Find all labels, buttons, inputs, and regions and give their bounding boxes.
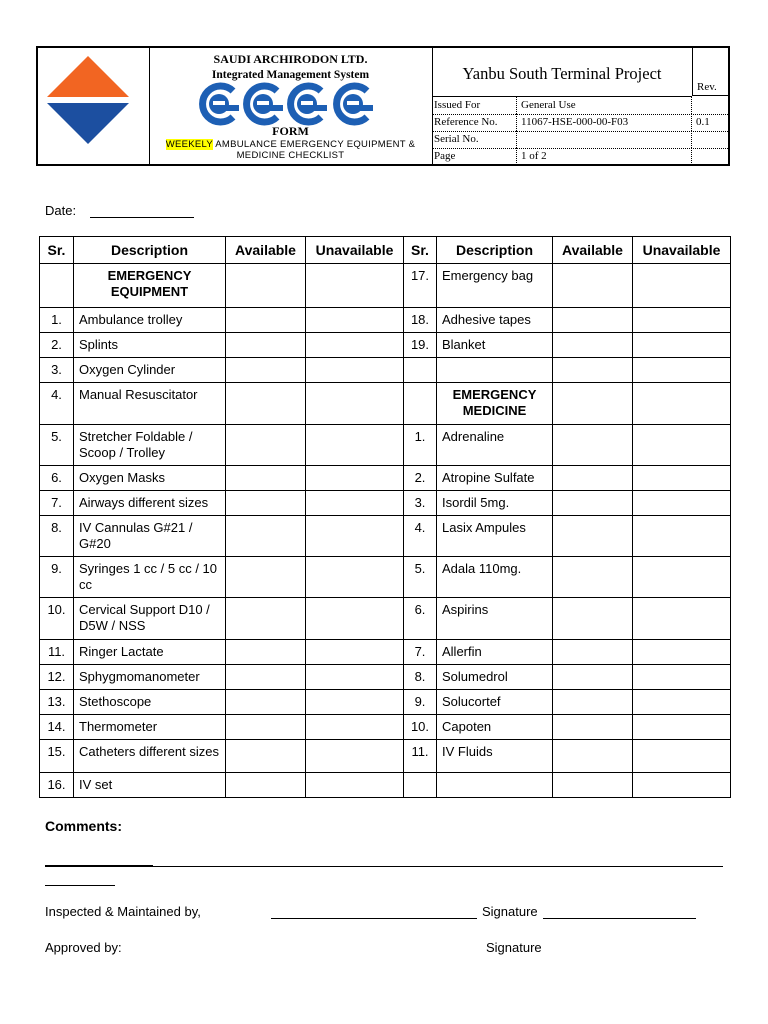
left-sr-cell: 14.	[40, 715, 74, 740]
left-available-cell[interactable]	[226, 308, 306, 333]
meta-key: Issued For	[432, 97, 517, 114]
comments-line-bold	[45, 865, 153, 867]
right-sr-cell: 18.	[404, 308, 437, 333]
meta-revision	[692, 148, 728, 165]
meta-revision	[692, 97, 728, 114]
left-unavailable-cell[interactable]	[306, 308, 404, 333]
meta-value: 1 of 2	[517, 148, 692, 165]
logo-cell	[38, 48, 150, 164]
right-description-cell: Adhesive tapes	[437, 308, 553, 333]
right-sr-cell: 7.	[404, 640, 437, 665]
right-available-cell[interactable]	[553, 557, 633, 598]
left-section-heading: EMERGENCY EQUIPMENT	[74, 264, 226, 308]
left-unavailable-cell[interactable]	[306, 557, 404, 598]
left-sr-cell: 11.	[40, 640, 74, 665]
left-sr-cell	[40, 264, 74, 308]
column-header-available: Available	[226, 237, 306, 264]
left-available-cell[interactable]	[226, 466, 306, 491]
right-description-cell	[437, 358, 553, 383]
table-header-row	[40, 237, 731, 264]
left-unavailable-cell[interactable]	[306, 264, 404, 308]
right-unavailable-cell[interactable]	[633, 715, 731, 740]
left-available-cell[interactable]	[226, 640, 306, 665]
left-description-cell: IV set	[74, 773, 226, 798]
right-sr-cell	[404, 383, 437, 425]
column-header-description: Description	[74, 237, 226, 264]
left-available-cell[interactable]	[226, 715, 306, 740]
right-available-cell[interactable]	[553, 425, 633, 466]
table-row	[40, 358, 731, 383]
left-available-cell[interactable]	[226, 333, 306, 358]
table-row	[40, 740, 731, 773]
right-description-cell: Adala 110mg.	[437, 557, 553, 598]
left-available-cell[interactable]	[226, 740, 306, 773]
table-row	[40, 491, 731, 516]
left-unavailable-cell[interactable]	[306, 466, 404, 491]
right-sr-cell	[404, 358, 437, 383]
right-available-cell[interactable]	[553, 715, 633, 740]
right-unavailable-cell[interactable]	[633, 425, 731, 466]
left-description-cell: IV Cannulas G#21 / G#20	[74, 516, 226, 557]
signature-label: Signature	[482, 904, 538, 919]
document-header	[36, 46, 730, 166]
right-sr-cell	[404, 773, 437, 798]
date-label: Date:	[45, 203, 77, 218]
right-unavailable-cell[interactable]	[633, 690, 731, 715]
meta-value: 11067-HSE-000-00-F03	[517, 114, 692, 131]
right-description-cell: Aspirins	[437, 598, 553, 640]
column-header-sr: Sr.	[404, 237, 437, 264]
right-sr-cell: 2.	[404, 466, 437, 491]
right-unavailable-cell[interactable]	[633, 358, 731, 383]
form-title-line2: MEDICINE CHECKLIST	[236, 150, 345, 161]
form-title-highlight: WEEKELY	[165, 139, 213, 150]
column-header-available: Available	[553, 237, 633, 264]
left-sr-cell: 6.	[40, 466, 74, 491]
left-available-cell[interactable]	[226, 264, 306, 308]
right-description-cell: Lasix Ampules	[437, 516, 553, 557]
company-name: SAUDI ARCHIRODON LTD.	[213, 52, 368, 66]
left-description-cell: Thermometer	[74, 715, 226, 740]
left-unavailable-cell[interactable]	[306, 773, 404, 798]
table-row	[40, 690, 731, 715]
column-header-unavailable: Unavailable	[633, 237, 731, 264]
right-description-cell: Adrenaline	[437, 425, 553, 466]
right-sr-cell: 9.	[404, 690, 437, 715]
left-description-cell: Syringes 1 cc / 5 cc / 10 cc	[74, 557, 226, 598]
left-description-cell: Oxygen Masks	[74, 466, 226, 491]
right-sr-cell: 6.	[404, 598, 437, 640]
form-label: FORM	[272, 124, 309, 138]
left-unavailable-cell[interactable]	[306, 333, 404, 358]
left-available-cell[interactable]	[226, 383, 306, 425]
form-title-line1: AMBULANCE EMERGENCY EQUIPMENT &	[212, 139, 416, 150]
right-description-cell: Capoten	[437, 715, 553, 740]
left-description-cell: Airways different sizes	[74, 491, 226, 516]
column-header-unavailable: Unavailable	[306, 237, 404, 264]
right-unavailable-cell[interactable]	[633, 466, 731, 491]
left-unavailable-cell[interactable]	[306, 516, 404, 557]
right-available-cell[interactable]	[553, 491, 633, 516]
inspector-signature-line[interactable]	[543, 918, 696, 919]
right-sr-cell: 10.	[404, 715, 437, 740]
left-description-cell: Sphygmomanometer	[74, 665, 226, 690]
meta-revision: 0.1	[696, 116, 710, 128]
right-description-cell: Blanket	[437, 333, 553, 358]
right-unavailable-cell[interactable]	[633, 333, 731, 358]
revision-header	[692, 48, 728, 96]
right-description-cell: Isordil 5mg.	[437, 491, 553, 516]
column-header-description: Description	[437, 237, 553, 264]
left-sr-cell: 13.	[40, 690, 74, 715]
left-unavailable-cell[interactable]	[306, 665, 404, 690]
left-available-cell[interactable]	[226, 690, 306, 715]
right-description-cell: Atropine Sulfate	[437, 466, 553, 491]
left-available-cell[interactable]	[226, 598, 306, 640]
left-description-cell: Stretcher Foldable / Scoop / Trolley	[74, 425, 226, 466]
right-description-cell	[437, 773, 553, 798]
meta-key: Reference No.	[432, 114, 517, 131]
right-available-cell[interactable]	[553, 640, 633, 665]
checklist-body	[40, 264, 731, 798]
right-unavailable-cell[interactable]	[633, 598, 731, 640]
left-available-cell[interactable]	[226, 665, 306, 690]
right-available-cell[interactable]	[553, 264, 633, 308]
table-row	[40, 640, 731, 665]
right-available-cell[interactable]	[553, 690, 633, 715]
right-available-cell[interactable]	[553, 598, 633, 640]
right-sr-cell: 5.	[404, 557, 437, 598]
meta-key: Page	[432, 148, 517, 165]
left-available-cell[interactable]	[226, 425, 306, 466]
approved-by-label: Approved by:	[45, 940, 122, 955]
revision-label: Rev.	[697, 81, 717, 93]
left-unavailable-cell[interactable]	[306, 690, 404, 715]
right-available-cell[interactable]	[553, 740, 633, 773]
inspected-by-name-line[interactable]	[271, 918, 477, 919]
table-row	[40, 715, 731, 740]
inspected-by-label: Inspected & Maintained by,	[45, 904, 201, 919]
right-unavailable-cell[interactable]	[633, 665, 731, 690]
left-unavailable-cell[interactable]	[306, 598, 404, 640]
left-unavailable-cell[interactable]	[306, 640, 404, 665]
right-sr-cell: 1.	[404, 425, 437, 466]
left-sr-cell: 12.	[40, 665, 74, 690]
left-available-cell[interactable]	[226, 557, 306, 598]
left-description-cell: Stethoscope	[74, 690, 226, 715]
meta-value: General Use	[517, 97, 692, 114]
left-description-cell: Ringer Lactate	[74, 640, 226, 665]
meta-row-serial-no	[432, 131, 728, 149]
form-title-cell	[149, 48, 433, 164]
meta-row-issued-for	[432, 97, 728, 115]
meta-key: Serial No.	[432, 131, 517, 148]
column-header-sr: Sr.	[40, 237, 74, 264]
right-sr-cell: 8.	[404, 665, 437, 690]
left-description-cell: Catheters different sizes	[74, 740, 226, 773]
left-description-cell: Manual Resuscitator	[74, 383, 226, 425]
left-description-cell: Ambulance trolley	[74, 308, 226, 333]
right-section-heading: EMERGENCY MEDICINE	[437, 383, 553, 425]
left-available-cell[interactable]	[226, 358, 306, 383]
left-sr-cell: 10.	[40, 598, 74, 640]
right-description-cell: Allerfin	[437, 640, 553, 665]
left-description-cell: Oxygen Cylinder	[74, 358, 226, 383]
date-input-line[interactable]	[90, 204, 194, 218]
left-unavailable-cell[interactable]	[306, 358, 404, 383]
comments-label: Comments:	[45, 818, 123, 834]
right-available-cell[interactable]	[553, 308, 633, 333]
left-sr-cell: 15.	[40, 740, 74, 773]
right-sr-cell: 17.	[404, 264, 437, 308]
certification-seals-icon	[195, 81, 385, 127]
table-row	[40, 466, 731, 491]
left-unavailable-cell[interactable]	[306, 425, 404, 466]
left-sr-cell: 5.	[40, 425, 74, 466]
right-description-cell: Solumedrol	[437, 665, 553, 690]
left-unavailable-cell[interactable]	[306, 491, 404, 516]
right-unavailable-cell[interactable]	[633, 383, 731, 425]
left-sr-cell: 7.	[40, 491, 74, 516]
company-logo	[38, 48, 149, 164]
left-unavailable-cell[interactable]	[306, 740, 404, 773]
meta-row-page	[432, 148, 728, 165]
right-description-cell: Emergency bag	[437, 264, 553, 308]
meta-row-reference-no	[432, 114, 728, 132]
left-description-cell: Cervical Support D10 / D5W / NSS	[74, 598, 226, 640]
date-row	[45, 203, 194, 218]
right-available-cell[interactable]	[553, 333, 633, 358]
left-sr-cell: 3.	[40, 358, 74, 383]
right-unavailable-cell[interactable]	[633, 640, 731, 665]
table-row	[40, 425, 731, 466]
table-row	[40, 264, 731, 308]
table-row	[40, 773, 731, 798]
table-row	[40, 665, 731, 690]
document-meta-cell	[432, 48, 728, 164]
right-sr-cell: 4.	[404, 516, 437, 557]
right-sr-cell: 19.	[404, 333, 437, 358]
left-available-cell[interactable]	[226, 516, 306, 557]
right-unavailable-cell[interactable]	[633, 308, 731, 333]
comments-line-continuation[interactable]	[45, 885, 115, 886]
project-title: Yanbu South Terminal Project	[432, 48, 692, 97]
right-unavailable-cell[interactable]	[633, 557, 731, 598]
left-available-cell[interactable]	[226, 491, 306, 516]
checklist-table	[39, 236, 731, 798]
left-sr-cell: 2.	[40, 333, 74, 358]
left-available-cell[interactable]	[226, 773, 306, 798]
right-unavailable-cell[interactable]	[633, 740, 731, 773]
left-sr-cell: 16.	[40, 773, 74, 798]
right-available-cell[interactable]	[553, 516, 633, 557]
left-unavailable-cell[interactable]	[306, 383, 404, 425]
left-sr-cell: 1.	[40, 308, 74, 333]
management-system-name: Integrated Management System	[211, 69, 370, 81]
right-available-cell[interactable]	[553, 383, 633, 425]
right-sr-cell: 11.	[404, 740, 437, 773]
table-row	[40, 598, 731, 640]
form-title	[149, 139, 432, 161]
approver-signature-label: Signature	[486, 940, 542, 955]
left-sr-cell: 8.	[40, 516, 74, 557]
table-row	[40, 383, 731, 425]
left-sr-cell: 4.	[40, 383, 74, 425]
right-sr-cell: 3.	[404, 491, 437, 516]
right-available-cell[interactable]	[553, 665, 633, 690]
right-unavailable-cell[interactable]	[633, 773, 731, 798]
right-available-cell[interactable]	[553, 466, 633, 491]
table-row	[40, 308, 731, 333]
right-unavailable-cell[interactable]	[633, 491, 731, 516]
meta-value[interactable]	[517, 131, 692, 148]
table-row	[40, 516, 731, 557]
left-description-cell: Splints	[74, 333, 226, 358]
left-unavailable-cell[interactable]	[306, 715, 404, 740]
right-unavailable-cell[interactable]	[633, 264, 731, 308]
table-row	[40, 333, 731, 358]
meta-revision	[692, 131, 728, 148]
right-description-cell: Solucortef	[437, 690, 553, 715]
table-row	[40, 557, 731, 598]
right-available-cell[interactable]	[553, 773, 633, 798]
left-sr-cell: 9.	[40, 557, 74, 598]
right-description-cell: IV Fluids	[437, 740, 553, 773]
right-available-cell[interactable]	[553, 358, 633, 383]
right-unavailable-cell[interactable]	[633, 516, 731, 557]
